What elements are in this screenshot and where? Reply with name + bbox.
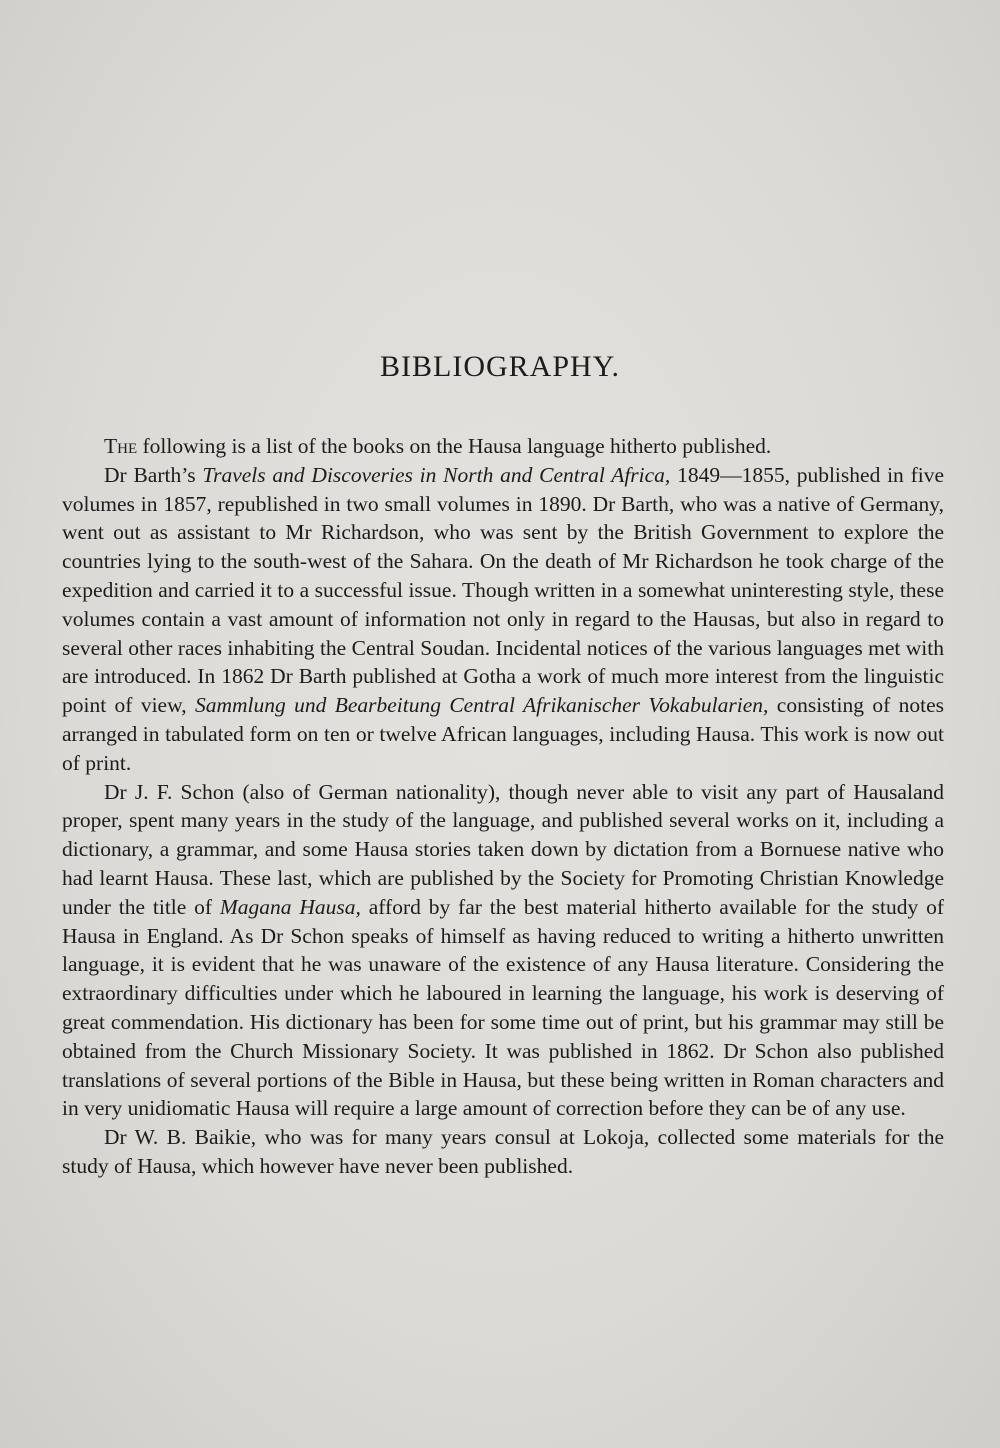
- text-segment: afford by far the best material hitherto available for the study of Hausa in England. As Dr Schon speaks of himself as having reduced to writing a hitherto unwritten language, it is evident that he was unaware of the existence of any Hausa literature. Considering the extraordinary difficulties under which he laboured in learning the language, his work is deserving of great commendation. His dictionary has been for some time out of print, but his grammar may still be obtained from the Church Missionary Society. It was published in 1862. Dr Schon also published translations of several portions of the Bible in Hausa, but these being written in Roman characters and in very unidiomatic Hausa will require a large amount of correction before they can be of any use.: [62, 894, 944, 1121]
- paragraph-baikie: [62, 1123, 944, 1181]
- book-title-sammlung: Sammlung und Bearbeitung Central Afrikanischer Vokabularien,: [194, 693, 769, 718]
- text-segment: Dr Barth’s: [104, 462, 203, 487]
- text-segment: Dr W. B. Baikie, who was for many years consul at Lokoja, collected some materials for the study of Hausa, which however have never been published.: [62, 1125, 944, 1178]
- book-title-magana-hausa: Magana Hausa,: [219, 894, 361, 919]
- text-segment: consisting of notes arranged in tabulated form on ten or twelve African languages, including Hausa. This work is now out of print.: [62, 693, 944, 775]
- text-segment: 1849—1855, published in five volumes in 1857, republished in two small volumes in 1890. Dr Barth, who was a native of Germany, went out as assistant to Mr Richardson, who was sent by the British Government to explore the countries lying to the south-west of the Sahara. On the death of Mr Richardson he took charge of the expedition and carried it to a successful issue. Though written in a somewhat uninteresting style, these volumes contain a vast amount of information not only in regard to the Hausas, but also in regard to several other races inhabiting the Central Soudan. Incidental notices of the various languages met with are introduced. In 1862 Dr Barth published at Gotha a work of much more interest from the linguistic point of view,: [62, 462, 944, 718]
- page-title: BIBLIOGRAPHY.: [380, 350, 620, 383]
- paragraph-intro: [62, 432, 944, 461]
- paragraph-barth: [62, 461, 944, 778]
- bibliography-body: [62, 432, 944, 1181]
- text-segment: Dr J. F. Schon (also of German nationality), though never able to visit any part of Hausaland proper, spent many years in the study of the language, and published several works on it, including a dictionary, a grammar, and some Hausa stories taken down by dictation from a Bornuese native who had learnt Hausa. These last, which are published by the Society for Promoting Christian Knowledge under the title of: [62, 779, 944, 919]
- paragraph-schon: [62, 778, 944, 1124]
- text-segment: following is a list of the books on the Hausa language hitherto published.: [137, 434, 772, 458]
- drop-lead-word: The: [104, 434, 138, 458]
- book-title-travels: Travels and Discoveries in North and Central Africa,: [202, 462, 671, 487]
